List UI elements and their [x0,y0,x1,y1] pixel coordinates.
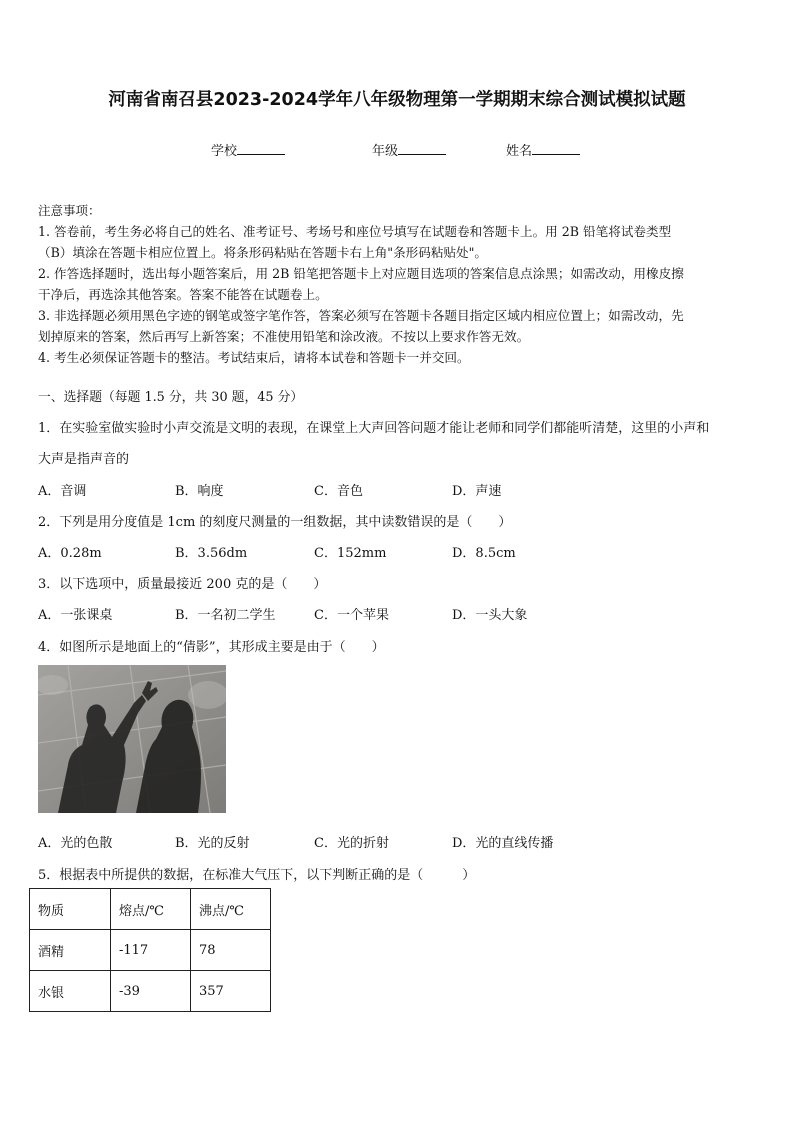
table-cell: 水银 [30,971,111,1012]
notes-line: 4. 考生必须保证答题卡的整洁。考试结束后，请将本试卷和答题卡一并交回。 [38,350,470,365]
school-field [211,140,285,159]
q2-option-d: D．8.5cm [452,546,516,561]
grade-field [372,140,446,159]
shadow-photo-image [38,665,226,813]
school-label: 学校 [211,144,238,159]
q1-option-c: C．音色 [314,484,363,499]
q3-option-c: C．一个苹果 [314,608,389,623]
table-cell: 78 [191,930,271,971]
q4-option-a: A．光的色散 [38,836,113,851]
q3-option-b: B．一名初二学生 [175,608,276,623]
grade-blank [398,142,446,155]
q2-option-c: C．152mm [314,546,387,561]
table-cell: 酒精 [30,930,111,971]
q2-option-a: A．0.28m [38,546,102,561]
grade-label: 年级 [372,144,399,159]
q3-option-d: D．一头大象 [452,608,528,623]
notes-line: 3. 非选择题必须用黑色字迹的钢笔或签字笔作答，答案必须写在答题卡各题目指定区域内相应位置上；如需改动，先 [38,308,684,323]
question-3-text: 3．以下选项中，质量最接近 200 克的是（ ） [38,577,327,592]
q1-option-b: B．响度 [175,484,224,499]
name-blank [532,142,580,155]
question-1-text-cont: 大声是指声音的 [38,452,130,467]
table-cell: -39 [111,971,191,1012]
shadow-photo [38,665,226,813]
question-4-text: 4．如图所示是地面上的“倩影”，其形成主要是由于（ ） [38,640,385,655]
notes-line: 1. 答卷前，考生务必将自己的姓名、准考证号、考场号和座位号填写在试题卷和答题卡上。用 2B 铅笔将试卷类型 [38,224,672,239]
q4-option-d: D．光的直线传播 [452,836,554,851]
table-header-cell: 沸点/℃ [191,889,271,930]
table-header-row [30,889,271,930]
page-title: 河南省南召县2023-2024学年八年级物理第一学期期末综合测试模拟试题 [108,90,686,110]
table-header-cell: 熔点/℃ [111,889,191,930]
q1-option-d: D．声速 [452,484,502,499]
question-1-text: 1．在实验室做实验时小声交流是文明的表现，在课堂上大声回答问题才能让老师和同学们都能听清楚，这里的小声和 [38,421,710,436]
question-5-text: 5．根据表中所提供的数据，在标准大气压下，以下判断正确的是（ ） [38,868,476,883]
section-heading: 一、选择题（每题 1.5 分，共 30 题，45 分） [38,390,304,405]
table-cell: -117 [111,930,191,971]
notes-heading: 注意事项： [38,203,101,218]
notes-line: 干净后，再选涂其他答案。答案不能答在试题卷上。 [38,287,328,302]
q1-option-a: A．音调 [38,484,87,499]
notes-line: （B）填涂在答题卡相应位置上。将条形码粘贴在答题卡右上角"条形码粘贴处"。 [38,245,488,260]
school-blank [237,142,285,155]
notes-block [38,200,758,368]
data-table [29,888,271,1012]
table-row [30,930,271,971]
q4-option-c: C．光的折射 [314,836,389,851]
table-cell: 357 [191,971,271,1012]
table-row [30,971,271,1012]
q2-option-b: B．3.56dm [175,546,248,561]
name-label: 姓名 [506,144,533,159]
question-2-text: 2．下列是用分度值是 1cm 的刻度尺测量的一组数据，其中读数错误的是（ ） [38,515,512,530]
table-header-cell: 物质 [30,889,111,930]
notes-line: 2. 作答选择题时，选出每小题答案后，用 2B 铅笔把答题卡上对应题目选项的答案信息点涂黑；如需改动，用橡皮擦 [38,266,684,281]
notes-line: 划掉原来的答案，然后再写上新答案；不准使用铅笔和涂改液。不按以上要求作答无效。 [38,329,530,344]
q4-option-b: B．光的反射 [175,836,250,851]
name-field [506,140,580,159]
q3-option-a: A．一张课桌 [38,608,113,623]
